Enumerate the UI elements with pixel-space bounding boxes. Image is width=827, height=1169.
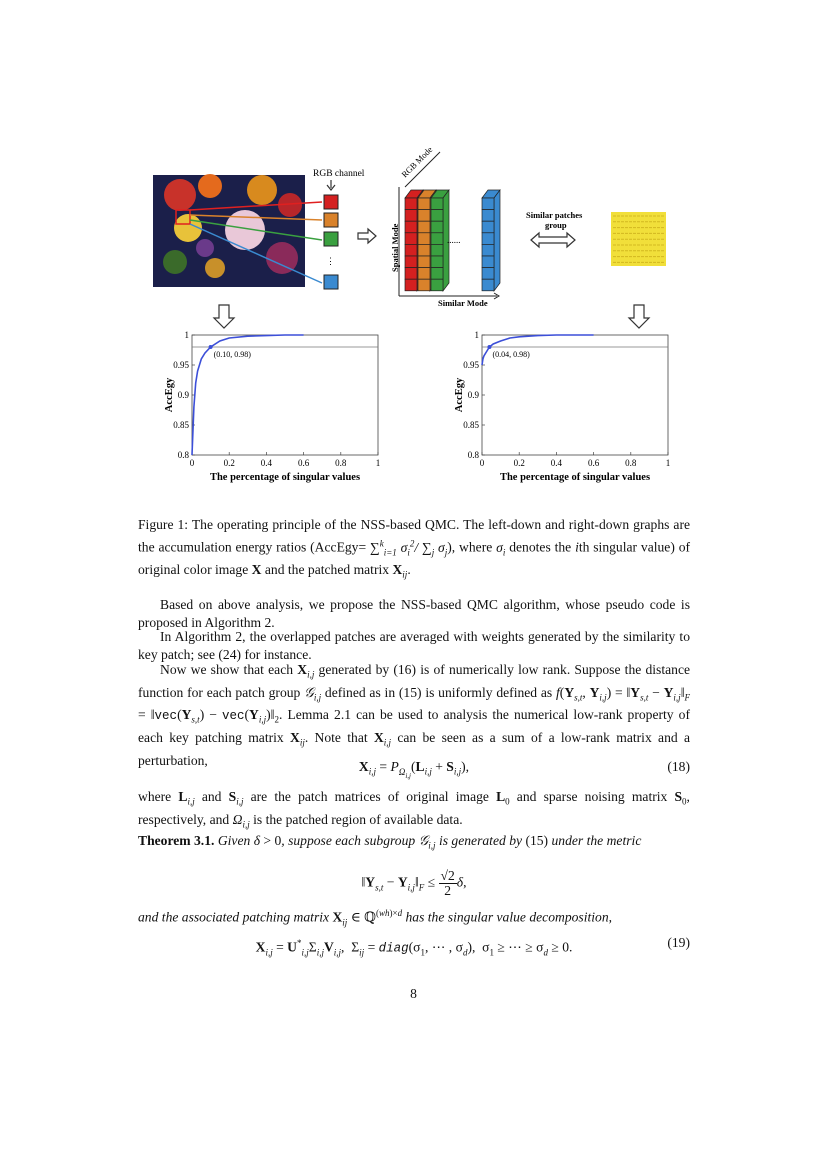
equation-19: $X_{i,j} = U^*_{i,j}\Sigma_{i,j}V_{i,j}$, $\Sigma_{ij}$ = $diag(\sigma_1$, ⋯ , $\sigma_d$), $\sigma_1$ ≥ ⋯ ≥ $\sigma_d \ge 0$. (255, 938, 573, 958)
x-tick-label: 0.4 (260, 458, 273, 468)
x-tick-label: 0.6 (297, 458, 310, 468)
tensor-cell (418, 244, 430, 256)
tensor-cell (405, 198, 417, 210)
tensor-cell (431, 221, 443, 233)
paragraph-2: In Algorithm 2, the overlapped patches are averaged with weights generated by the similarity to key patch; see (24) for instance. (138, 629, 690, 662)
y-axis-label: AccEgy (454, 377, 465, 413)
paragraph-3: Now we show that each $X_{i,j}$ generated by (16) is of numerically low rank. Suppose the distance function for each patch group 𝒢$_{i,j}$ defined as in (15) is uniformly defined as $f(Y_{s,t}$, $Y_{i,j}$) = $‖Y_{s,t}$ − $Y_{i,j}‖_F$ = $‖vec(Y_{s,t})$ − $vec(Y_{i,j})‖_2$. Lemma 2.1 can be used to analysis the numerical low-rank property of each key patching matrix $X_{ij}$. Note that $X_{i,j}$ can be seen as a sum of a low-rank matrix and a perturbation, (138, 662, 691, 768)
theorem-3-1: Theorem 3.1. Given δ > 0, suppose each subgroup 𝒢$_{i,j}$ is generated by (15) under the metric (138, 833, 642, 851)
arrow-down-icon (214, 305, 234, 328)
tensor-cell (418, 210, 430, 222)
arrow-right-icon (358, 229, 376, 243)
rgb-mode-label: RGB Mode (399, 144, 435, 180)
x-tick-label: 0 (479, 458, 485, 468)
tensor-column-side (494, 190, 500, 291)
figure-1 (0, 0, 827, 500)
patch-group-matrix (611, 212, 666, 266)
equation-number-18: (18) (667, 759, 690, 774)
tensor-cell (431, 210, 443, 222)
x-tick-label: 0.4 (550, 458, 563, 468)
y-tick-label: 0.9 (177, 390, 189, 400)
x-tick-label: 1 (665, 458, 671, 468)
tensor-cell (431, 244, 443, 256)
y-tick-label: 1 (474, 330, 479, 340)
tensor-cell (482, 256, 494, 268)
y-axis-label: AccEgy (164, 377, 175, 413)
tensor-cell (482, 210, 494, 222)
x-tick-label: 0.8 (335, 458, 347, 468)
tensor-cell (418, 198, 430, 210)
flower-image (153, 174, 305, 287)
tensor-cell (431, 198, 443, 210)
similar-patches-label: Similar patches (526, 210, 583, 220)
annotation-label: (0.10, 0.98) (213, 350, 251, 359)
tensor-cell (482, 198, 494, 210)
tensor-cell (482, 244, 494, 256)
spatial-mode-label: Spatial Mode (390, 223, 400, 272)
y-tick-label: 0.8 (467, 450, 479, 460)
tensor-cell (405, 279, 417, 291)
x-axis-label: The percentage of singular values (209, 472, 361, 483)
annotation-point (487, 345, 491, 349)
tensor-cell (431, 233, 443, 245)
tensor-cell (418, 233, 430, 245)
group-label: group (545, 220, 567, 230)
svg-text:⋮: ⋮ (326, 256, 335, 266)
page-number: 8 (410, 986, 417, 1001)
rgb-channel-label: RGB channel (313, 169, 365, 179)
tensor-cell (418, 279, 430, 291)
y-tick-label: 0.95 (463, 360, 479, 370)
equation-number-19: (19) (667, 935, 690, 950)
tensor-cell (405, 256, 417, 268)
tensor-cell (431, 279, 443, 291)
tensor-cell (482, 233, 494, 245)
y-tick-label: 0.9 (467, 390, 479, 400)
y-tick-label: 0.85 (463, 420, 479, 430)
x-tick-label: 0.8 (625, 458, 637, 468)
y-tick-label: 0.85 (173, 420, 189, 430)
x-tick-label: 0.6 (587, 458, 600, 468)
chart-right (454, 330, 670, 483)
channel-cubes (324, 195, 338, 289)
double-arrow-icon (531, 233, 575, 247)
similar-mode-label: Similar Mode (438, 298, 488, 308)
tensor-cell (431, 268, 443, 280)
tensor-cell (405, 268, 417, 280)
caption-prefix: Figure 1: (138, 517, 189, 532)
x-axis-label: The percentage of singular values (499, 472, 651, 483)
paragraph-1: Based on above analysis, we propose the NSS-based QMC algorithm, whose pseudo code is proposed in Algorithm 2. (138, 597, 690, 630)
tensor-cell (418, 268, 430, 280)
equation-18: $X_{i,j} = P_{\Omega_{i,j}}(L_{i,j} + S_{i,j})$, (358, 759, 470, 780)
dots: ...... (447, 235, 461, 245)
tensor-cell (405, 233, 417, 245)
y-tick-label: 1 (184, 330, 189, 340)
tensor-cell (482, 268, 494, 280)
tensor-cell (482, 221, 494, 233)
tensor-cell (482, 279, 494, 291)
chart-left (164, 330, 380, 483)
figure-caption: Figure 1: The operating principle of the NSS-based QMC. The left-down and right-down graphs are the accumulation energy ratios (AccEgy= ∑$^k_{i=1}$ $\sigma_i^2/$ $\sum_j$ $\sigma_j$), where $\sigma_i$ denotes the ith singular value) of original color image X and the patched matrix $X_{ij}$. (138, 517, 691, 580)
x-tick-label: 0.2 (223, 458, 235, 468)
annotation-point (209, 345, 213, 349)
tensor-cell (418, 221, 430, 233)
tensor-cell (431, 256, 443, 268)
theorem-metric-equation: $‖Y_{s,t}$ − $Y_{i,j}‖_F$ ≤ $\frac{√2}{2}$ δ, (361, 868, 467, 898)
theorem-continuation: and the associated patching matrix $X_{ij}$ ∈ ℚ$^{(wh)\times d}$ has the singular value decomposition, (138, 908, 613, 928)
tensor-cell (418, 256, 430, 268)
x-tick-label: 0.2 (513, 458, 525, 468)
y-tick-label: 0.8 (177, 450, 189, 460)
arrow-down-icon (629, 305, 649, 328)
x-tick-label: 1 (375, 458, 381, 468)
x-tick-label: 0 (189, 458, 195, 468)
tensor-cell (405, 221, 417, 233)
paragraph-4: where $L_{i,j}$ and $S_{i,j}$ are the patch matrices of original image $L_0$ and sparse noising matrix $S_0$, respectively, and $\Omega_{i,j}$ is the patched region of available data. (138, 789, 690, 830)
annotation-label: (0.04, 0.98) (492, 350, 530, 359)
tensor-cell (405, 210, 417, 222)
y-tick-label: 0.95 (173, 360, 189, 370)
tensor-cell (405, 244, 417, 256)
